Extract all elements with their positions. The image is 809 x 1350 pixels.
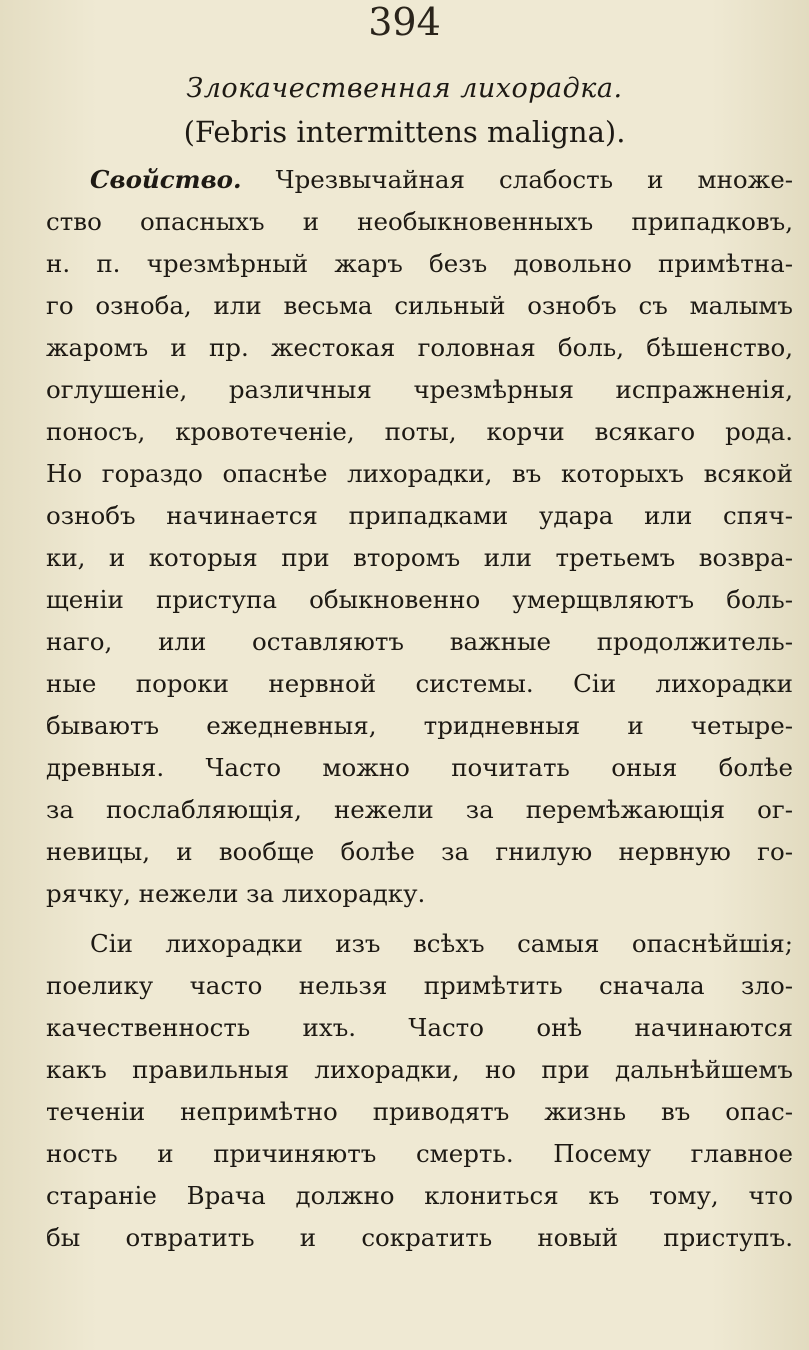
text-line: невицы, и вообще болѣе за гнилую нервную го- xyxy=(46,837,793,866)
text-line: ные пороки нервной системы. Сiи лихорадки xyxy=(46,669,793,698)
text-line: поносъ, кровотеченiе, поты, корчи всякаго рода. xyxy=(46,417,793,446)
text-line: древныя. Часто можно почитать оныя болѣе xyxy=(46,753,793,782)
paragraph-lead: Свойство. xyxy=(90,165,242,194)
text-line: щенiи приступа обыкновенно умерщвляютъ боль- xyxy=(46,585,793,614)
text-line: жаромъ и пр. жестокая головная боль, бѣшенство, xyxy=(46,333,793,362)
text-line: какъ правильныя лихорадки, но при дальнѣйшемъ xyxy=(46,1055,793,1084)
text-line: теченiи непримѣтно приводятъ жизнь въ опас- xyxy=(46,1097,793,1126)
text-line: наго, или оставляютъ важные продолжитель- xyxy=(46,627,793,656)
text-line: го озноба, или весьма сильный ознобъ съ малымъ xyxy=(46,291,793,320)
text-line: старанiе Врача должно клониться къ тому, что xyxy=(46,1181,793,1210)
text-line: Свойство. Чрезвычайная слабость и множе- xyxy=(90,165,793,194)
text-line: ство опасныхъ и необыкновенныхъ припадковъ, xyxy=(46,207,793,236)
text-line: Сiи лихорадки изъ всѣхъ самыя опаснѣйшiя; xyxy=(90,929,793,958)
text-line: ки, и которыя при второмъ или третьемъ возвра- xyxy=(46,543,793,572)
text-line: оглушенiе, различныя чрезмѣрныя испражненiя, xyxy=(46,375,793,404)
text-line: н. п. чрезмѣрный жаръ безъ довольно примѣтна- xyxy=(46,249,793,278)
text-line: поелику часто нельзя примѣтить сначала зло- xyxy=(46,971,793,1000)
text-line: бываютъ ежедневныя, тридневныя и четыре- xyxy=(46,711,793,740)
text-line: Но гораздо опаснѣе лихорадки, въ которыхъ всякой xyxy=(46,459,793,488)
section-title: Злокачественная лихорадка. xyxy=(186,73,623,104)
text-line: ность и причиняютъ смерть. Посему главное xyxy=(46,1139,793,1168)
section-subtitle: (Febris intermittens maligna). xyxy=(183,115,626,149)
text-line: за послабляющiя, нежели за перемѣжающiя ог- xyxy=(46,795,793,824)
text-line: бы отвратить и сократить новый приступъ. xyxy=(46,1223,793,1252)
page-number: 394 xyxy=(368,0,441,44)
text-line: качественность ихъ. Часто онѣ начинаются xyxy=(46,1013,793,1042)
text-line: рячку, нежели за лихорадку. xyxy=(46,879,426,908)
text-line: ознобъ начинается припадками удара или спяч- xyxy=(46,501,793,530)
